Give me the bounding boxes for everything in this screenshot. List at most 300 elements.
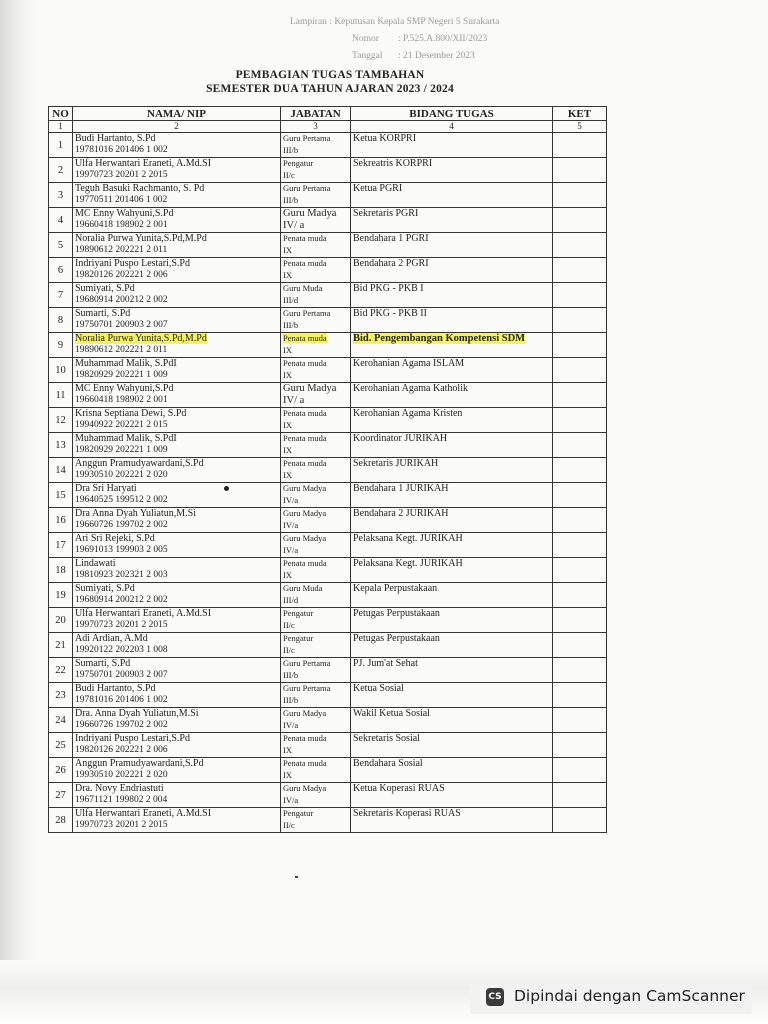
person-nip: 19920122 202203 1 008 <box>75 644 168 655</box>
person-name: Budi Hartanto, S.Pd <box>75 133 156 144</box>
person-name: Teguh Basuki Rachmanto, S. Pd <box>75 183 205 194</box>
jabatan-cell <box>281 133 351 158</box>
person-nip: 19810923 202321 2 003 <box>75 569 168 580</box>
person-nip: 19750701 200903 2 007 <box>75 319 168 330</box>
bidang-tugas-cell <box>351 683 553 708</box>
jabatan-cell <box>281 283 351 308</box>
ket-cell <box>553 233 607 258</box>
ket-cell <box>553 283 607 308</box>
jabatan-title: Pengatur <box>283 633 314 643</box>
jabatan-grade: IX <box>283 344 292 355</box>
jabatan-title: Guru Pertama <box>283 133 331 143</box>
task-text: Pelaksana Kegt. JURIKAH <box>353 533 463 544</box>
name-nip-cell <box>73 208 281 233</box>
bidang-tugas-cell <box>351 283 553 308</box>
jabatan-cell <box>281 783 351 808</box>
task-text: Petugas Perpustakaan <box>353 608 440 619</box>
jabatan-title: Guru Madya <box>283 483 327 493</box>
row-number: 16 <box>49 508 73 533</box>
jabatan-cell <box>281 208 351 233</box>
person-nip: 19781016 201406 1 002 <box>75 694 168 705</box>
row-number: 23 <box>49 683 73 708</box>
task-text: Sekretaris Sosial <box>353 733 420 744</box>
jabatan-title: Penata muda <box>283 258 327 268</box>
jabatan-cell <box>281 308 351 333</box>
row-number: 8 <box>49 308 73 333</box>
jabatan-grade: II/c <box>283 619 295 630</box>
name-nip-cell <box>73 658 281 683</box>
table-row <box>49 533 607 558</box>
table-row <box>49 333 607 358</box>
bidang-tugas-cell <box>351 383 553 408</box>
camscanner-text: Dipindai dengan CamScanner <box>514 987 745 1005</box>
person-name: MC Enny Wahyuni,S.Pd <box>75 383 174 394</box>
row-number: 15 <box>49 483 73 508</box>
ket-cell <box>553 358 607 383</box>
header-bidang-tugas: BIDANG TUGAS <box>351 107 553 121</box>
jabatan-grade: IV/a <box>283 794 299 805</box>
person-nip: 19970723 20201 2 2015 <box>75 169 168 180</box>
ket-cell <box>553 758 607 783</box>
row-number: 3 <box>49 183 73 208</box>
jabatan-grade: IX <box>283 569 292 580</box>
task-text: Kerohanian Agama Kristen <box>353 408 463 419</box>
column-index: 1 <box>49 121 73 133</box>
jabatan-title: Guru Pertama <box>283 308 331 318</box>
tanggal-label: Tanggal <box>352 51 383 61</box>
person-name: Dra. Anna Dyah Yuliatun,M.Si <box>75 708 199 719</box>
column-index: 2 <box>73 121 281 133</box>
table-row <box>49 158 607 183</box>
jabatan-grade: IV/a <box>283 719 299 730</box>
task-text: Kerohanian Agama Katholik <box>353 383 468 394</box>
jabatan-grade: IX <box>283 769 292 780</box>
task-text: Ketua Koperasi RUAS <box>353 783 445 794</box>
tanggal-value: : 21 Desember 2023 <box>398 51 475 61</box>
bidang-tugas-cell <box>351 258 553 283</box>
jabatan-cell <box>281 558 351 583</box>
person-name: Dra Anna Dyah Yuliatun,M.Si <box>75 508 197 519</box>
jabatan-cell <box>281 633 351 658</box>
jabatan-title: Guru Madya <box>283 383 337 394</box>
jabatan-title: Penata muda <box>283 733 327 743</box>
jabatan-cell <box>281 233 351 258</box>
jabatan-cell <box>281 583 351 608</box>
row-number: 10 <box>49 358 73 383</box>
row-number: 26 <box>49 758 73 783</box>
person-nip: 19940922 202221 2 015 <box>75 419 168 430</box>
ket-cell <box>553 558 607 583</box>
name-nip-cell <box>73 683 281 708</box>
bidang-tugas-cell <box>351 783 553 808</box>
name-nip-cell <box>73 783 281 808</box>
ket-cell <box>553 208 607 233</box>
bidang-tugas-cell <box>351 708 553 733</box>
name-nip-cell <box>73 308 281 333</box>
table-row <box>49 458 607 483</box>
table-row <box>49 583 607 608</box>
row-number: 25 <box>49 733 73 758</box>
jabatan-cell <box>281 333 351 358</box>
person-nip: 19660418 198902 2 001 <box>75 219 168 230</box>
person-nip: 19671121 199802 2 004 <box>75 794 168 805</box>
header-jabatan: JABATAN <box>281 107 351 121</box>
jabatan-title: Guru Pertama <box>283 658 331 668</box>
name-nip-cell <box>73 383 281 408</box>
name-nip-cell <box>73 583 281 608</box>
jabatan-grade: III/b <box>283 319 299 330</box>
nomor-value: : P.525.A.800/XII/2023 <box>398 34 488 44</box>
row-number: 14 <box>49 458 73 483</box>
jabatan-grade: III/b <box>283 694 299 705</box>
row-number: 7 <box>49 283 73 308</box>
person-nip: 19660418 198902 2 001 <box>75 394 168 405</box>
ket-cell <box>553 183 607 208</box>
jabatan-grade: II/c <box>283 169 295 180</box>
ket-cell <box>553 308 607 333</box>
task-text: Wakil Ketua Sosial <box>353 708 430 719</box>
ket-cell <box>553 483 607 508</box>
person-name: Noralia Purwa Yunita,S.Pd,M.Pd <box>75 233 207 244</box>
table-row <box>49 808 607 833</box>
jabatan-title: Penata muda <box>283 408 327 418</box>
task-text: Bid PKG - PKB II <box>353 308 427 319</box>
table-row <box>49 658 607 683</box>
name-nip-cell <box>73 483 281 508</box>
table-row <box>49 233 607 258</box>
table-row <box>49 783 607 808</box>
task-text: Bendahara 1 PGRI <box>353 233 429 244</box>
jabatan-cell <box>281 683 351 708</box>
name-nip-cell <box>73 258 281 283</box>
task-text: Kepala Perpustakaan <box>353 583 438 594</box>
bidang-tugas-cell <box>351 533 553 558</box>
person-name: Sumarti, S.Pd <box>75 658 131 669</box>
name-nip-cell <box>73 558 281 583</box>
bidang-tugas-cell <box>351 583 553 608</box>
jabatan-title: Guru Muda <box>283 283 323 293</box>
table-row <box>49 708 607 733</box>
person-name: Ulfa Herwantari Eraneti, A.Md.SI <box>75 158 212 169</box>
jabatan-grade: IX <box>283 244 292 255</box>
table-row <box>49 508 607 533</box>
person-nip: 19970723 20201 2 2015 <box>75 619 168 630</box>
task-text: Bendahara 2 JURIKAH <box>353 508 449 519</box>
camscanner-logo-icon: CS <box>486 988 504 1006</box>
person-nip: 19660726 199702 2 002 <box>75 519 168 530</box>
jabatan-grade: IX <box>283 469 292 480</box>
person-name: MC Enny Wahyuni,S.Pd <box>75 208 174 219</box>
header-ket: KET <box>553 107 607 121</box>
jabatan-cell <box>281 608 351 633</box>
bidang-tugas-cell <box>351 733 553 758</box>
jabatan-cell <box>281 158 351 183</box>
nomor-label: Nomor <box>352 34 379 44</box>
jabatan-cell <box>281 708 351 733</box>
task-text: Koordinator JURIKAH <box>353 433 448 444</box>
bidang-tugas-cell <box>351 133 553 158</box>
person-name: Dra. Novy Endriastuti <box>75 783 164 794</box>
ket-cell <box>553 508 607 533</box>
name-nip-cell <box>73 508 281 533</box>
bidang-tugas-cell <box>351 308 553 333</box>
table-header-row <box>49 107 607 121</box>
jabatan-grade: IX <box>283 369 292 380</box>
person-name: Sumiyati, S.Pd <box>75 283 135 294</box>
jabatan-title: Guru Pertama <box>283 683 331 693</box>
name-nip-cell <box>73 233 281 258</box>
jabatan-title: Penata muda <box>283 233 327 243</box>
column-index-row <box>49 121 607 133</box>
bidang-tugas-cell <box>351 608 553 633</box>
jabatan-grade: IX <box>283 269 292 280</box>
ket-cell <box>553 608 607 633</box>
bidang-tugas-cell <box>351 208 553 233</box>
table-row <box>49 258 607 283</box>
name-nip-cell <box>73 433 281 458</box>
task-text: Bendahara Sosial <box>353 758 423 769</box>
jabatan-grade: IX <box>283 444 292 455</box>
row-number: 21 <box>49 633 73 658</box>
bidang-tugas-cell <box>351 233 553 258</box>
jabatan-grade: IV/ a <box>283 219 305 231</box>
bidang-tugas-cell <box>351 658 553 683</box>
name-nip-cell <box>73 633 281 658</box>
row-number: 28 <box>49 808 73 833</box>
ket-cell <box>553 133 607 158</box>
title-line-1: PEMBAGIAN TUGAS TAMBAHAN <box>235 69 425 81</box>
bidang-tugas-cell <box>351 758 553 783</box>
person-nip: 19820929 202221 1 009 <box>75 369 168 380</box>
person-name: Lindawati <box>75 558 116 569</box>
person-nip: 19820929 202221 1 009 <box>75 444 168 455</box>
row-number: 9 <box>49 333 73 358</box>
jabatan-cell <box>281 458 351 483</box>
person-name: Muhammad Malik, S.PdI <box>75 358 177 369</box>
ket-cell <box>553 408 607 433</box>
ket-cell <box>553 583 607 608</box>
column-index: 5 <box>553 121 607 133</box>
task-text: PJ. Jum'at Sehat <box>353 658 418 669</box>
row-number: 18 <box>49 558 73 583</box>
bidang-tugas-cell <box>351 458 553 483</box>
jabatan-grade: IV/a <box>283 544 299 555</box>
bidang-tugas-cell <box>351 433 553 458</box>
jabatan-grade: IV/a <box>283 494 299 505</box>
bidang-tugas-cell <box>351 333 553 358</box>
table-row <box>49 283 607 308</box>
header-no: NO <box>49 107 73 121</box>
task-text: Bid. Pengembangan Kompetensi SDM <box>353 333 526 344</box>
name-nip-cell <box>73 608 281 633</box>
ket-cell <box>553 633 607 658</box>
name-nip-cell <box>73 733 281 758</box>
bidang-tugas-cell <box>351 408 553 433</box>
ket-cell <box>553 783 607 808</box>
name-nip-cell <box>73 133 281 158</box>
ket-cell <box>553 433 607 458</box>
task-text: Ketua PGRI <box>353 183 403 194</box>
jabatan-title: Guru Muda <box>283 583 323 593</box>
person-nip: 19890612 202221 2 011 <box>75 244 168 255</box>
table-row <box>49 558 607 583</box>
person-nip: 19930510 202221 2 020 <box>75 469 168 480</box>
task-text: Petugas Perpustakaan <box>353 633 440 644</box>
jabatan-cell <box>281 758 351 783</box>
bidang-tugas-cell <box>351 808 553 833</box>
ket-cell <box>553 658 607 683</box>
table-row <box>49 133 607 158</box>
ket-cell <box>553 158 607 183</box>
ink-dot <box>224 486 229 491</box>
person-name: Dra Sri Haryati <box>75 483 137 494</box>
jabatan-title: Guru Madya <box>283 708 327 718</box>
name-nip-cell <box>73 358 281 383</box>
person-name: Ulfa Herwantari Eraneti, A.Md.SI <box>75 608 212 619</box>
jabatan-grade: IX <box>283 419 292 430</box>
task-table <box>48 106 607 833</box>
bidang-tugas-cell <box>351 633 553 658</box>
ket-cell <box>553 533 607 558</box>
task-text: Ketua Sosial <box>353 683 404 694</box>
bidang-tugas-cell <box>351 158 553 183</box>
bidang-tugas-cell <box>351 558 553 583</box>
jabatan-title: Pengatur <box>283 808 314 818</box>
jabatan-cell <box>281 258 351 283</box>
ket-cell <box>553 808 607 833</box>
letterhead-line: Lampiran : Keputusan Kepala SMP Negeri 5 Surakarta <box>290 17 500 27</box>
row-number: 27 <box>49 783 73 808</box>
name-nip-cell <box>73 808 281 833</box>
person-name: Adi Ardian, A.Md <box>75 633 148 644</box>
task-text: Sekreatris KORPRI <box>353 158 433 169</box>
column-index: 3 <box>281 121 351 133</box>
jabatan-cell <box>281 433 351 458</box>
table-row <box>49 608 607 633</box>
jabatan-cell <box>281 658 351 683</box>
name-nip-cell <box>73 158 281 183</box>
person-name: Noralia Purwa Yunita,S.Pd,M.Pd <box>75 333 207 344</box>
jabatan-title: Penata muda <box>283 358 327 368</box>
bidang-tugas-cell <box>351 483 553 508</box>
jabatan-cell <box>281 408 351 433</box>
person-nip: 19930510 202221 2 020 <box>75 769 168 780</box>
person-name: Sumarti, S.Pd <box>75 308 131 319</box>
name-nip-cell <box>73 533 281 558</box>
table-row <box>49 308 607 333</box>
person-name: Krisna Septiana Dewi, S.Pd <box>75 408 187 419</box>
jabatan-grade: III/d <box>283 294 299 305</box>
row-number: 24 <box>49 708 73 733</box>
person-nip: 19890612 202221 2 011 <box>75 344 168 355</box>
name-nip-cell <box>73 708 281 733</box>
scan-edge-shadow <box>0 0 38 985</box>
person-nip: 19781016 201406 1 002 <box>75 144 168 155</box>
person-name: Ari Sri Rejeki, S.Pd <box>75 533 155 544</box>
jabatan-cell <box>281 358 351 383</box>
person-name: Indriyani Puspo Lestari,S.Pd <box>75 733 190 744</box>
letterhead-nomor <box>290 31 550 48</box>
jabatan-grade: II/c <box>283 819 295 830</box>
name-nip-cell <box>73 458 281 483</box>
jabatan-title: Guru Madya <box>283 533 327 543</box>
person-nip: 19640525 199512 2 002 <box>75 494 168 505</box>
person-nip: 19820126 202221 2 006 <box>75 269 168 280</box>
task-text: Ketua KORPRI <box>353 133 417 144</box>
jabatan-title: Pengatur <box>283 158 314 168</box>
ket-cell <box>553 383 607 408</box>
jabatan-grade: IX <box>283 744 292 755</box>
row-number: 22 <box>49 658 73 683</box>
jabatan-title: Guru Madya <box>283 783 327 793</box>
person-nip: 19691013 199903 2 005 <box>75 544 168 555</box>
jabatan-title: Guru Madya <box>283 508 327 518</box>
task-text: Sekretaris PGRI <box>353 208 419 219</box>
table-row <box>49 383 607 408</box>
jabatan-title: Pengatur <box>283 608 314 618</box>
person-nip: 19750701 200903 2 007 <box>75 669 168 680</box>
name-nip-cell <box>73 758 281 783</box>
person-name: Muhammad Malik, S.PdI <box>75 433 177 444</box>
row-number: 2 <box>49 158 73 183</box>
table-row <box>49 758 607 783</box>
person-name: Ulfa Herwantari Eraneti, A.Md.SI <box>75 808 212 819</box>
person-nip: 19660726 199702 2 002 <box>75 719 168 730</box>
jabatan-grade: III/b <box>283 669 299 680</box>
row-number: 19 <box>49 583 73 608</box>
jabatan-grade: III/b <box>283 194 299 205</box>
ket-cell <box>553 258 607 283</box>
name-nip-cell <box>73 333 281 358</box>
bidang-tugas-cell <box>351 358 553 383</box>
task-text: Sekretaris Koperasi RUAS <box>353 808 461 819</box>
ket-cell <box>553 333 607 358</box>
jabatan-title: Penata muda <box>283 458 327 468</box>
row-number: 11 <box>49 383 73 408</box>
task-text: Bid PKG - PKB I <box>353 283 424 294</box>
person-name: Anggun Pramudyawardani,S.Pd <box>75 758 204 769</box>
bidang-tugas-cell <box>351 183 553 208</box>
jabatan-cell <box>281 508 351 533</box>
table-row <box>49 183 607 208</box>
letterhead-tanggal <box>290 48 550 65</box>
camscanner-watermark <box>470 980 752 1014</box>
ket-cell <box>553 458 607 483</box>
row-number: 6 <box>49 258 73 283</box>
table-row <box>49 408 607 433</box>
jabatan-cell <box>281 533 351 558</box>
jabatan-title: Penata muda <box>283 758 327 768</box>
task-text: Pelaksana Kegt. JURIKAH <box>353 558 463 569</box>
jabatan-cell <box>281 383 351 408</box>
ket-cell <box>553 733 607 758</box>
person-nip: 19970723 20201 2 2015 <box>75 819 168 830</box>
row-number: 4 <box>49 208 73 233</box>
jabatan-title: Penata muda <box>283 333 327 343</box>
table-row <box>49 633 607 658</box>
jabatan-grade: IV/a <box>283 519 299 530</box>
jabatan-grade: III/d <box>283 594 299 605</box>
jabatan-title: Penata muda <box>283 433 327 443</box>
row-number: 1 <box>49 133 73 158</box>
column-index: 4 <box>351 121 553 133</box>
row-number: 12 <box>49 408 73 433</box>
name-nip-cell <box>73 283 281 308</box>
jabatan-grade: IV/ a <box>283 394 305 406</box>
ket-cell <box>553 708 607 733</box>
row-number: 5 <box>49 233 73 258</box>
row-number: 17 <box>49 533 73 558</box>
